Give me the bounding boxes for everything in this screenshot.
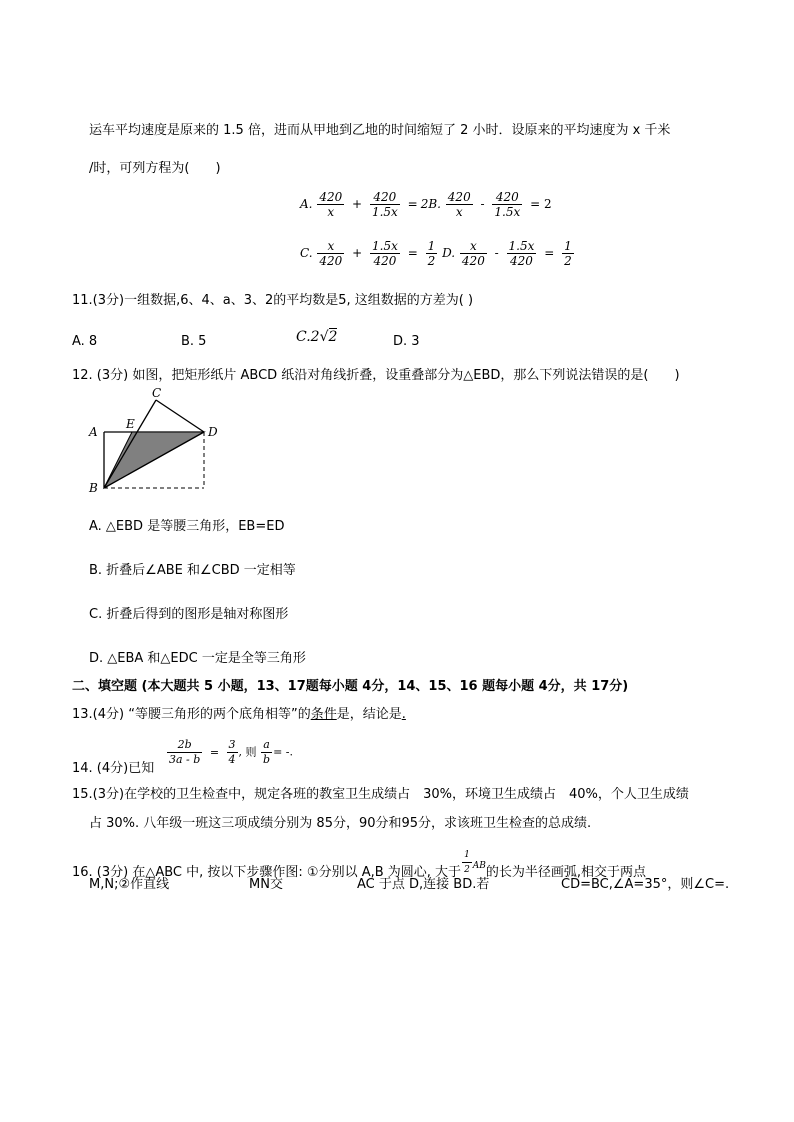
q14-equation: $\frac{2b}{3a - b}$ = $\frac{3}{4}$ , 则 $\frac{a}{b}$ = -. — [169, 738, 294, 766]
q16-line2b: MN交 — [249, 877, 283, 892]
q14-prefix: 14. (4分)已知 — [72, 761, 155, 776]
q10-option-c-label: C. — [300, 246, 313, 260]
q12-stem: 12. (3分) 如图，把矩形纸片 ABCD 纸沿对角线折叠，设重叠部分为△EBD，那么下列说法错误的是( ) — [72, 368, 680, 383]
q16-line1: 16. (3分) 在△ABC 中, 按以下步骤作图: ①分别以 A,B 为圆心, 大于 $\frac{1}{2}$ $^{AB}$的长为半径画弧,相交于两点 — [72, 850, 647, 880]
q12-option-a: A. △EBD 是等腰三角形，EB=ED — [89, 519, 285, 534]
q11-option-d: D. 3 — [393, 334, 420, 349]
q10-option-a-label: A. — [300, 197, 313, 211]
q16-line2a: M,N;②作直线 — [89, 877, 170, 892]
label-d: D — [208, 425, 218, 439]
q10-options-ab: A. $\frac{420}{x}$ + $\frac{420}{1.5x}$ = 2B. $\frac{420}{x}$ - $\frac{420}{1.5x}$ = 2 — [300, 190, 552, 219]
fold-side-cd — [156, 400, 204, 432]
label-e: E — [126, 417, 135, 431]
q11-option-c: C.2√2 — [296, 329, 338, 345]
label-b: B — [89, 481, 98, 495]
label-a: A — [89, 425, 98, 439]
label-c: C — [152, 386, 162, 400]
q10-option-b-label: 2B. — [420, 197, 441, 211]
q11-stem: 11.(3分)一组数据,6、4、a、3、2的平均数是5, 这组数据的方差为( ) — [72, 293, 474, 308]
q12-figure — [84, 384, 224, 496]
q11-option-b: B. 5 — [181, 334, 207, 349]
q10-options-cd: C. $\frac{x}{420}$ + $\frac{1.5x}{420}$ = $\frac{1}{2}$ D. $\frac{x}{420}$ - $\frac{1.5x}{420}$ = $\frac{1}{2}$ — [300, 239, 572, 268]
q16-line2d: CD=BC,∠A=35°，则∠C=. — [561, 877, 730, 892]
q10-text-line1: 运车平均速度是原来的 1.5 倍，进而从甲地到乙地的时间缩短了 2 小时．设原来的平均速度为 x 千米 — [89, 123, 671, 138]
q12-option-b: B. 折叠后∠ABE 和∠CBD 一定相等 — [89, 563, 296, 578]
q15-line1: 15.(3分)在学校的卫生检查中，规定各班的教室卫生成绩占 30%，环境卫生成绩占 40%，个人卫生成绩 — [72, 787, 689, 802]
q15-line2: 占 30%. 八年级一班这三项成绩分别为 85分，90分和95分，求该班卫生检查的总成绩. — [89, 816, 592, 831]
q10-text-line2: /时，可列方程为( ) — [89, 161, 221, 176]
q13: 13.(4分) “等腰三角形的两个底角相等”的条件是，结论是. — [72, 707, 406, 722]
q16-line2c: AC 于点 D,连接 BD.若 — [357, 877, 490, 892]
section-2-heading: 二、填空题 (本大题共 5 小题，13、17题每小题 4分，14、15、16 题每小题 4分，共 17分) — [72, 679, 629, 694]
q12-option-c: C. 折叠后得到的图形是轴对称图形 — [89, 607, 289, 622]
q11-option-a: A. 8 — [72, 334, 98, 349]
q10-option-d-label: D. — [442, 246, 456, 260]
q12-option-d: D. △EBA 和△EDC 一定是全等三角形 — [89, 651, 306, 666]
